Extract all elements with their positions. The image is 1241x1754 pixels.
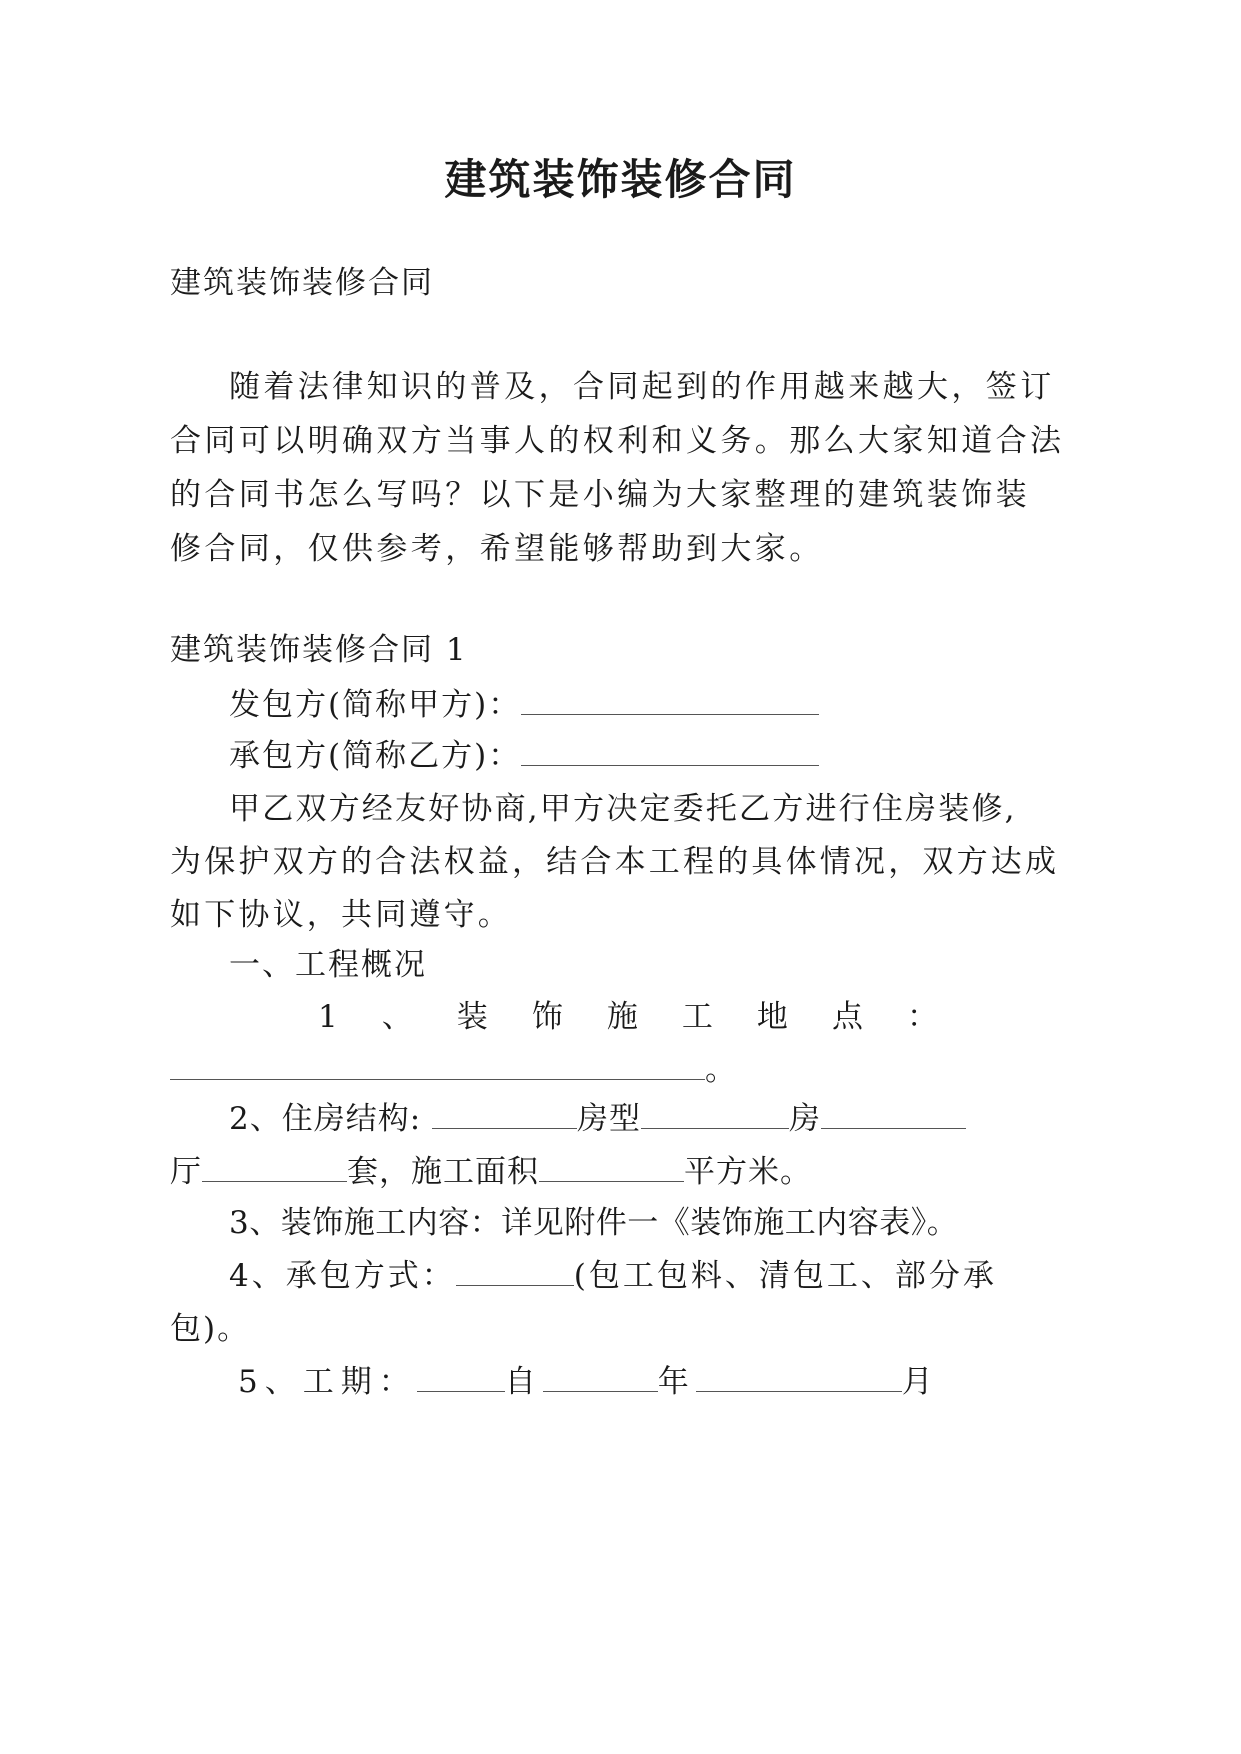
item-1-char: 工 [681, 999, 713, 1035]
item-2-unit: 平方米。 [684, 1154, 812, 1190]
party-b-label: 承包方(简称乙方)： [229, 738, 522, 774]
contract-heading: 建筑装饰装修合同 1 [170, 632, 468, 668]
item-4-options: (包工包料、清包工、部分承 [573, 1258, 997, 1294]
document-title: 建筑装饰装修合同 [444, 155, 797, 204]
halls-blank[interactable] [202, 1155, 347, 1182]
party-b-line [229, 736, 819, 776]
rooms-blank[interactable] [821, 1102, 966, 1129]
item-3-line: 3、装饰施工内容：详见附件一《装饰施工内容表》。 [229, 1205, 959, 1241]
item-2-halls: 厅 [170, 1154, 202, 1190]
item-1-char: 点 [831, 999, 863, 1035]
structure-blank[interactable] [432, 1102, 577, 1129]
agreement-line-2: 为保护双方的合法权益，结合本工程的具体情况，双方达成 [170, 844, 1060, 880]
agreement-line-3: 如下协议，共同遵守。 [170, 897, 512, 933]
party-a-line [229, 685, 819, 725]
intro-line-1: 随着法律知识的普及，合同起到的作用越来越大，签订 [229, 369, 1055, 405]
item-2-prefix: 2、住房结构: [229, 1101, 422, 1137]
item-2-line-1 [229, 1099, 966, 1139]
intro-line-3: 的合同书怎么写吗？以下是小编为大家整理的建筑装饰装 [170, 477, 1030, 513]
item-5-year: 年 [657, 1364, 696, 1400]
item-2-line-2 [170, 1152, 812, 1192]
intro-line-4: 修合同，仅供参考，希望能够帮助到大家。 [170, 531, 824, 567]
item-2-room-type: 房型 [577, 1101, 642, 1137]
item-1-char: 装 [456, 999, 488, 1035]
item-4-line-1 [229, 1256, 997, 1296]
item-5-from: 自 [504, 1364, 543, 1400]
document-subtitle: 建筑装饰装修合同 [170, 265, 434, 301]
item-4-prefix: 4、承包方式： [229, 1258, 456, 1294]
duration-blank[interactable] [417, 1365, 505, 1392]
party-a-blank[interactable] [521, 688, 819, 715]
item-1-end: 。 [705, 1052, 738, 1088]
item-5-line [238, 1362, 940, 1402]
agreement-line-1: 甲乙双方经友好协商,甲方决定委托乙方进行住房装修, [229, 791, 1017, 827]
item-1-char: 1 [318, 999, 338, 1035]
party-a-label: 发包方(简称甲方)： [229, 687, 522, 723]
section-1-heading: 一、工程概况 [229, 947, 427, 983]
year-blank[interactable] [543, 1365, 658, 1392]
item-1-char: 地 [756, 999, 788, 1035]
item-5-prefix: 5、工期： [238, 1364, 417, 1400]
item-4-line-2: 包)。 [170, 1311, 251, 1347]
item-1-blank-line [170, 1050, 738, 1090]
item-1-char: 饰 [531, 999, 563, 1035]
item-1-char: 施 [606, 999, 638, 1035]
month-blank[interactable] [696, 1365, 902, 1392]
party-b-blank[interactable] [521, 739, 819, 766]
item-1-char: ： [906, 999, 938, 1035]
construction-site-blank[interactable] [170, 1053, 705, 1080]
item-5-month: 月 [901, 1364, 940, 1400]
contract-mode-blank[interactable] [456, 1259, 574, 1286]
item-2-rooms: 房 [789, 1101, 822, 1137]
intro-line-2: 合同可以明确双方当事人的权利和义务。那么大家知道合法 [170, 423, 1065, 459]
item-2-sets-area: 套，施工面积 [347, 1154, 539, 1190]
item-1-char: 、 [381, 999, 413, 1035]
area-blank[interactable] [539, 1155, 684, 1182]
room-type-blank[interactable] [641, 1102, 789, 1129]
item-1-line [318, 997, 938, 1037]
